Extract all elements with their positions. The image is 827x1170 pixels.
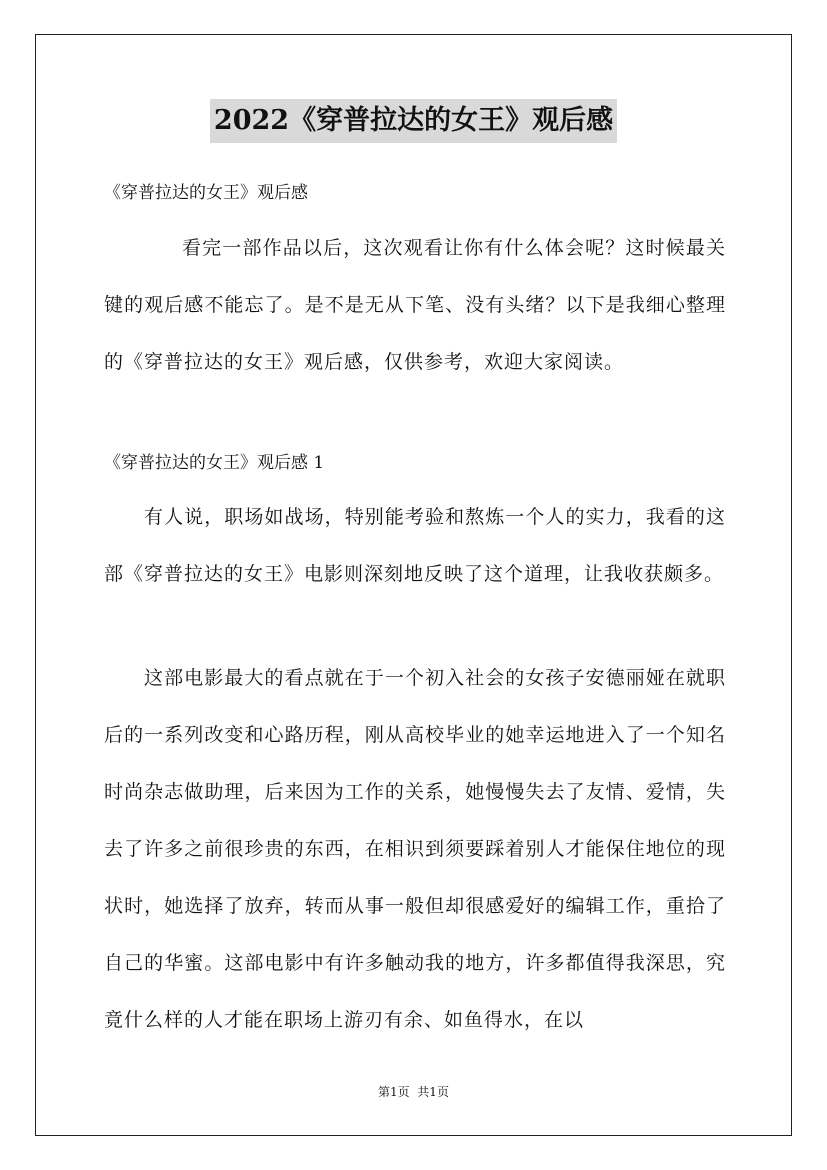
document-title: 2022《穿普拉达的女王》观后感 xyxy=(210,99,617,143)
document-subtitle: 《穿普拉达的女王》观后感 xyxy=(104,183,308,203)
title-container xyxy=(0,99,827,143)
body-paragraph-2: 这部电影最大的看点就在于一个初入社会的女孩子安德丽娅在就职后的一系列改变和心路历程，刚从高校毕业的她幸运地进入了一个知名时尚杂志做助理，后来因为工作的关系，她慢慢失去了友情、爱情，失去了许多之前很珍贵的东西，在相识到须要踩着别人才能保住地位的现状时，她选择了放弃，转而从事一般但却很感爱好的编辑工作，重拾了自己的华蜜。这部电影中有许多触动我的地方，许多都值得我深思，究竟什么样的人才能在职场上游刃有余、如鱼得水，在以 xyxy=(104,667,726,1031)
body-paragraph-1: 有人说，职场如战场，特别能考验和熬炼一个人的实力，我看的这部《穿普拉达的女王》电影则深刻地反映了这个道理，让我收获颇多。 xyxy=(104,506,726,585)
page-number-label: 第1页 共1页 xyxy=(378,1085,449,1099)
section-heading: 《穿普拉达的女王》观后感 1 xyxy=(104,453,325,473)
intro-paragraph: 看完一部作品以后，这次观看让你有什么体会呢？这时候最关键的观后感不能忘了。是不是无从下笔、没有头绪？以下是我细心整理的《穿普拉达的女王》观后感，仅供参考，欢迎大家阅读。 xyxy=(104,237,726,373)
page-footer xyxy=(0,1084,827,1100)
